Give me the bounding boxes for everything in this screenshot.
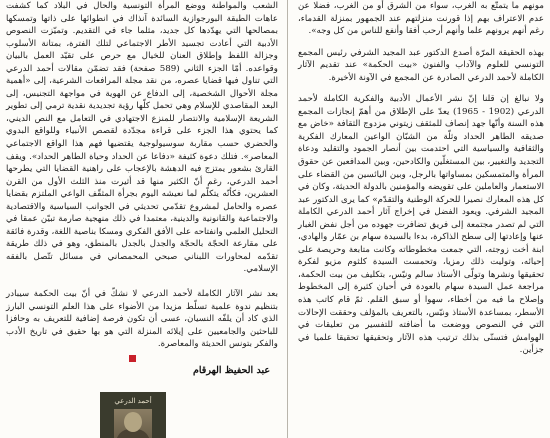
- paragraph-gap: [298, 84, 544, 93]
- paragraph-complete-works: ولا نبالغ إن قلنا إنّ نشر الأعمال الأدبية والفكرية الكاملة لأحمد الدرعي (1902 - 1965) يعدّ على الإطلاق من أهمّ إنجازات المجمع هذه السنة وأنّها جهد إنصاف للمثقف زيتوني مزدوج الثقافة «خاض مع صديقه الطاهر الحداد وثلّة من الشبّان الواعين المعارك الفكرية والثقافية والسياسية التي احتدمت بين أنصار الجمود والتقليد ودعاة التجديد والتغيير، بين المستغلّين والكادحين، وبين المدافعين عن حقوق المرأة والمتمسكين بمساواتها بالرجل، وبين اليائسين من القضاء على الاستعمار والعاملين على تقويضه والمؤمنين بالدولة الحديثة، وكان في كل هذه المعارك نصيرا للحركة الوطنية والتقدّم» كما يرى الدكتور عبد المجيد الشرفي. ويعود الفضل في إخراج آثار أحمد الدرعي الكاملة التي لم تصدر مجتمعة إلى فريق تضافرت جهوده من أجل نفض الغبار عنها وإعادتها إلى سطح الذاكرة، بدءا بالسيدة سهام بن عمّار والهادي، ابنة أخت زوجته، التي جمعت مخطوطاته وكانت متابعة وحريصة على إحيائه، وتوليت ذلك رمزيا، وتحمست السيدة كلثوم مزيو لفكرة تحقيقها ونشرها وتولّى الأستاذ سالم ونيّس، بتكليف من بيت الحكمة، مراجعة عمل السيدة سهام بالعودة في أحيان كثيرة إلى المخطوط وإصلاح ما فيه من أخطاء، سهوا أو سبق القلم. ثمّ قام كاتب هذه الأسطر، بمساعدة الأستاذ ونيّس، بالتعريف بالمؤلف وحققت الإحالات التي في النصوص ووضعت ما أضافته للتفسير من تعليقات في الهوامش فتسنّى بذلك ترتيب هذه الآثار وتحقيقها تحقيقا علميا في جزأين.: [298, 94, 544, 356]
- author-name: عبد الحفيظ الهرقام: [193, 365, 270, 376]
- article-column-right: [298, 0, 544, 357]
- paragraph-second-volume: الشعب والمواطنة ووضع المرأة التونسية والحال في البلاد كما كشفت عاهات الطبقة البورجوازية السائدة آنذاك في انطوائها على ذاتها وتمسكها بمصالحها التي يهدّدها كل جديد، مثلما جاء في التقديم. وتميّزت النصوص الأدبية التي أعادت تجسيد الأطر الاجتماعي لتلك الفترة، بمتانة الأسلوب وجزالة اللفظ وإطلاق العنان للخيال مع حرص على تقيّد العمل بالبيان وقواعده. أمّا الجزء الثاني (589 صفحة) فقد تضمّن مقالات أحمد الدرعي التي تناول فيها قضايا عصره، من نقد مجلة المرافعات الشرعية، إلى «أهمية مجلة الأحوال الشخصية، إلى الدفاع عن الهوية في مواجهة التجنيس، إلى البعد المقاصدي للإسلام وهي تحمل كلّها رؤية تجديدية نقدية ترمي إلى تطوير الشريعة الإسلامية والانتصار للمنزع الاجتهادي في التعامل مع النص الديني، كما يحتوي هذا الجزء على قراءة مجدّدة لقصص الأنبياء وللواقع البدوي والحضري حسب مقاربة سوسيولوجية يقتضيها فهم هذا الواقع الاجتماعي المعاصر». فتلك دعوة كثيفة «دفاعا عن الحداد وحياة الطاهر الحداد». ويقف القارئ بشعور يمتزج فيه الدهشة بالإعجاب على راهنية القضايا التي يطرحها أحمد الدرعي، رغم أنّ الكثير منها قد أثيرت منذ الثلث الأول من القرن العشرين، فكأنّه يتكلّم لما نعيشه اليوم بجرأة المثقّف الواعي الملتزم بقضايا عصره والحامل لمشروع تقدّمي تحديثي في الجوانب السياسية والاقتصادية والاجتماعية والقانونية والدينية، معتمدا في ذلك منهجية صارمة تبيّن عمقا في التحليل العلمي وانفتاحه على الأفق الفكري ومسكا بناصية اللغة، وقدرة فائقة على مقارعة الحجّة بالحجّة والجدل بالجدل بالمنطق، وهو في ذلك طريقة تقدّمه لمحاورات اللبناني صبحي المحمصاني في مسائل تتّصل بالفقه الإسلامي.: [6, 1, 278, 275]
- paragraph-gap: [298, 38, 544, 47]
- portrait-photo: [114, 409, 152, 438]
- book-cover-image: [100, 392, 166, 438]
- author-signature-row: [6, 365, 278, 379]
- paragraph-intro-quote: مونهم ما يتمتّع به الغرب، سواء من الشرق أو من الغرب، فضلا عن عدم الاعتراف بهم إذا قورنت منزلتهم عند الجمهور بمنزلة القدماء، رغم أنهم يرونهم علما وأنهم أرحب أفقا وأنفع للناس من كل وجه».: [298, 1, 544, 37]
- article-end-marker: [129, 355, 136, 362]
- portrait-head: [124, 412, 142, 432]
- paragraph-conclusion: بعد نشر الآثار الكاملة لأحمد الدرعي لا نشكّ في أنّ بيت الحكمة سيبادر بتنظيم ندوة علمية تسلّط مزيدا من الأضواء على هذا العلم التونسي البارز الذي كاد أن يلفّه النسيان، عسى أن تكون فرصة إضافية للتعريف به وحافزا للباحثين والجامعيين على إيلائه المنزلة التي هو بها حقيق في تاريخ الأدب والفكر بتونس الحديثة والمعاصرة.: [6, 289, 278, 350]
- paragraph-sharfi: بهذه الحقيقة المرّة أصدع الدكتور عبد المجيد الشرفي رئيس المجمع التونسي للعلوم والآداب والفنون «بيت الحكمة» عند تقديم الآثار الكاملة لأحمد الدرعي الصادرة عن المجمع في الآونة الأخيرة.: [298, 47, 544, 83]
- article-column-left: [6, 0, 278, 351]
- column-divider: [287, 0, 288, 438]
- paragraph-gap: [6, 276, 278, 288]
- book-cover-title: أحمد الدرعي: [114, 397, 152, 405]
